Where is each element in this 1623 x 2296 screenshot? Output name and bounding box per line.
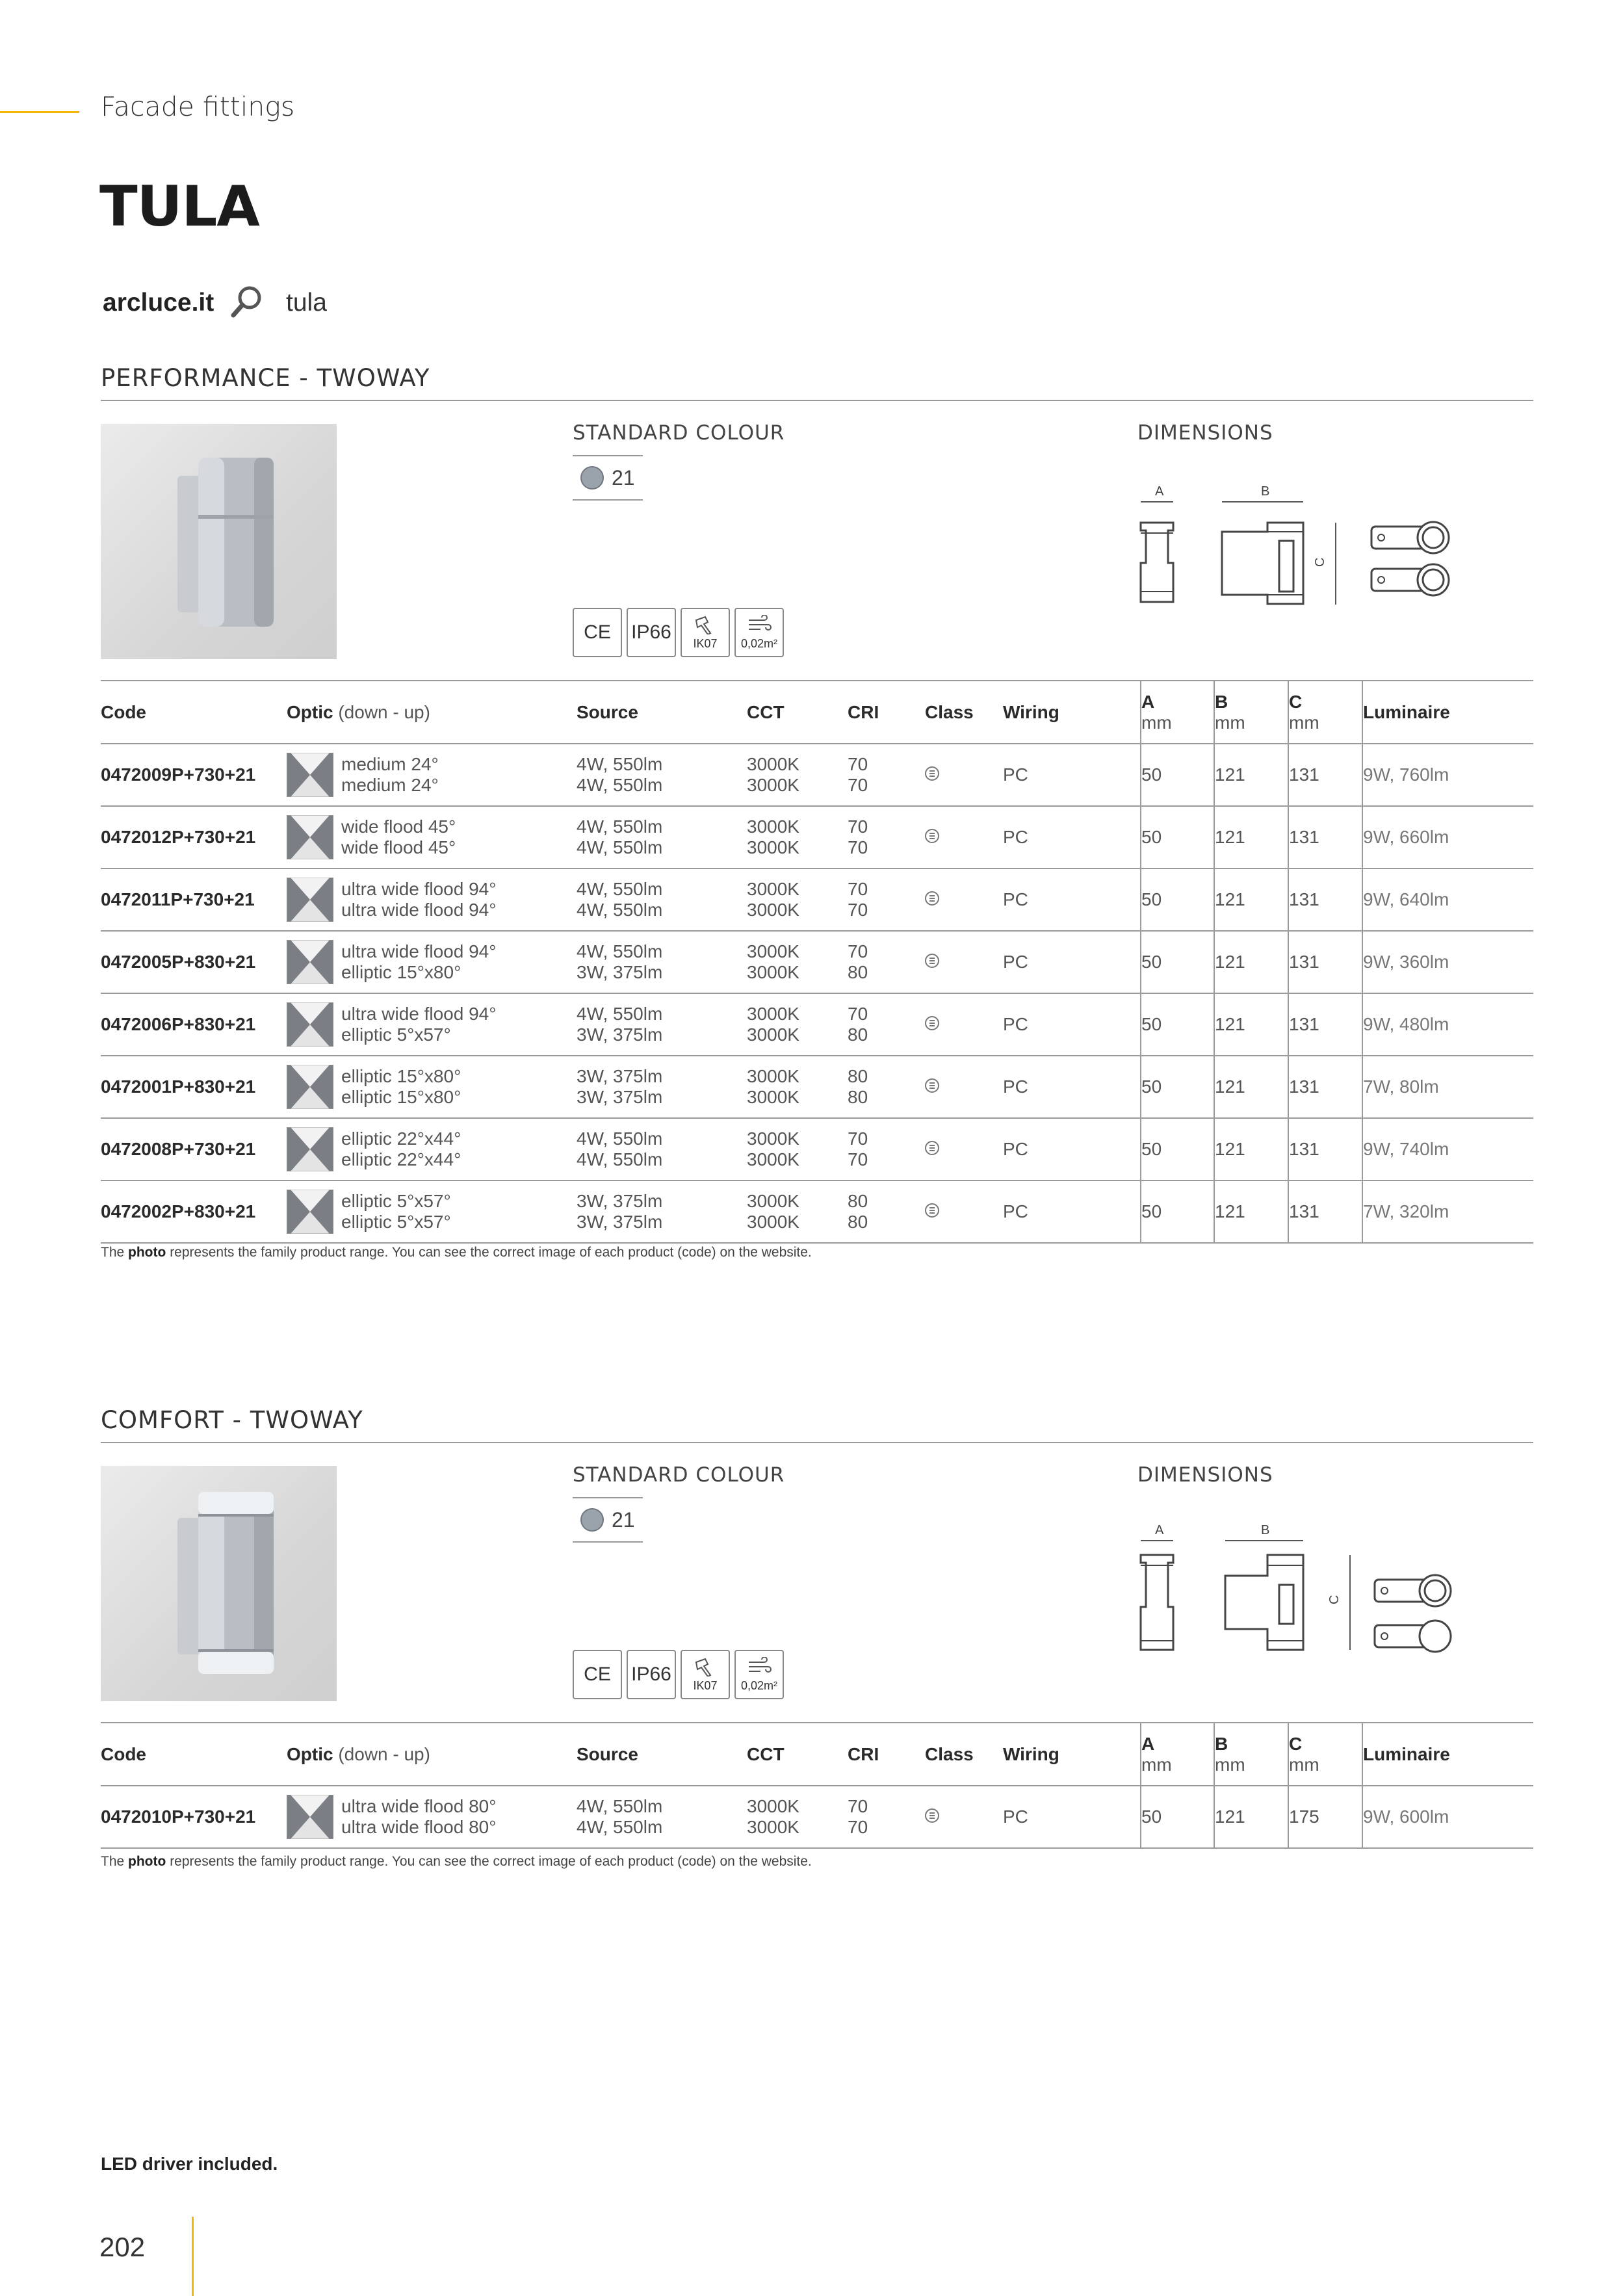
col-b: B mm [1214, 1723, 1288, 1786]
dim-label-b: B [1261, 484, 1270, 499]
table-row [101, 744, 1533, 806]
product-photo-performance [101, 424, 337, 659]
wiring-cell: PC [1003, 1139, 1028, 1159]
table-header-row [101, 1723, 1533, 1786]
luminaire-cell: 9W, 660lm [1362, 806, 1533, 868]
optic-cell: elliptic 15°x80° elliptic 15°x80° [287, 1056, 577, 1118]
class-1-earth-icon [925, 1203, 939, 1218]
page-title: TULA [99, 174, 259, 239]
dim-c-cell: 131 [1288, 806, 1362, 868]
dim-label-c: C [1327, 1595, 1342, 1604]
cri-cell: 70 70 [848, 879, 868, 920]
wind-icon [746, 615, 772, 634]
optic-cell: elliptic 5°x57° elliptic 5°x57° [287, 1181, 577, 1243]
class-cell [925, 1056, 1003, 1118]
luminaire-cell: 9W, 740lm [1362, 1118, 1533, 1181]
dimensions-label: DIMENSIONS [1137, 1463, 1273, 1487]
class-1-earth-icon [925, 954, 939, 968]
col-c: C mm [1288, 681, 1362, 744]
wiring-cell: PC [1003, 1014, 1028, 1034]
section-divider [101, 1442, 1533, 1443]
class-cell [925, 806, 1003, 868]
dim-b-cell: 121 [1214, 1118, 1288, 1181]
wiring-cell: PC [1003, 889, 1028, 909]
optic-cell: ultra wide flood 80° ultra wide flood 80° [287, 1786, 577, 1848]
optic-cell: wide flood 45° wide flood 45° [287, 806, 577, 868]
dimensions-drawing [1131, 481, 1469, 624]
dim-a-cell: 50 [1141, 993, 1214, 1056]
section-divider [101, 400, 1533, 401]
luminaire-cell: 7W, 320lm [1362, 1181, 1533, 1243]
dim-a-cell: 50 [1141, 1118, 1214, 1181]
col-a: A mm [1141, 1723, 1214, 1786]
col-wiring: Wiring [1003, 1743, 1059, 1764]
class-1-earth-icon [925, 766, 939, 781]
colour-dot [580, 1508, 604, 1532]
source-cell: 4W, 550lm 4W, 550lm [577, 1796, 663, 1837]
source-cell: 3W, 375lm 3W, 375lm [577, 1066, 663, 1107]
ip-rating-badge: IP66 [627, 1650, 676, 1699]
ik-rating-badge: IK07 [681, 1650, 730, 1699]
cri-cell: 70 70 [848, 1796, 868, 1837]
source-cell: 4W, 550lm 4W, 550lm [577, 1128, 663, 1169]
dim-a-cell: 50 [1141, 931, 1214, 993]
spec-table-performance [101, 680, 1533, 1244]
dim-a-cell: 50 [1141, 744, 1214, 806]
optic-cell: ultra wide flood 94° elliptic 5°x57° [287, 993, 577, 1056]
dim-a-cell: 50 [1141, 1181, 1214, 1243]
beam-icon [287, 940, 333, 984]
hammer-icon [694, 615, 717, 634]
col-cri: CRI [848, 701, 879, 722]
luminaire-cell: 7W, 80lm [1362, 1056, 1533, 1118]
cri-cell: 70 80 [848, 941, 868, 982]
dimensions-label: DIMENSIONS [1137, 421, 1273, 445]
wiring-cell: PC [1003, 1076, 1028, 1097]
section-title-comfort: COMFORT - TWOWAY [101, 1406, 363, 1434]
col-cct: CCT [747, 701, 785, 722]
beam-icon [287, 878, 333, 922]
colour-dot [580, 466, 604, 489]
dim-b-cell: 121 [1214, 1786, 1288, 1848]
cri-cell: 70 70 [848, 1128, 868, 1169]
header-accent-line [0, 111, 79, 113]
cct-cell: 3000K 3000K [747, 1066, 799, 1107]
class-cell [925, 1118, 1003, 1181]
optic-cell: ultra wide flood 94° elliptic 15°x80° [287, 931, 577, 993]
cri-cell: 70 70 [848, 816, 868, 857]
table-row [101, 931, 1533, 993]
dimensions-drawing [1131, 1520, 1469, 1669]
dim-c-cell: 131 [1288, 1056, 1362, 1118]
optic-cell: ultra wide flood 94° ultra wide flood 94° [287, 868, 577, 931]
class-1-earth-icon [925, 1016, 939, 1030]
col-wiring: Wiring [1003, 701, 1059, 722]
col-class: Class [925, 1743, 974, 1764]
product-code[interactable]: 0472006P+830+21 [101, 1014, 256, 1034]
wiring-cell: PC [1003, 1807, 1028, 1827]
table-row [101, 806, 1533, 868]
search-keyword: tula [286, 289, 327, 317]
luminaire-cell: 9W, 760lm [1362, 744, 1533, 806]
col-optic: Optic (down - up) [287, 1743, 430, 1764]
spec-table-comfort [101, 1722, 1533, 1849]
optic-cell: medium 24° medium 24° [287, 744, 577, 806]
dim-a-cell: 50 [1141, 1786, 1214, 1848]
source-cell: 4W, 550lm 4W, 550lm [577, 816, 663, 857]
cct-cell: 3000K 3000K [747, 1191, 799, 1232]
table-row [101, 1181, 1533, 1243]
col-b: B mm [1214, 681, 1288, 744]
col-luminaire: Luminaire [1362, 1723, 1533, 1786]
page-accent-bar [192, 2217, 194, 2296]
col-code: Code [101, 701, 146, 722]
class-1-earth-icon [925, 1141, 939, 1155]
product-code[interactable]: 0472010P+730+21 [101, 1807, 256, 1827]
col-optic: Optic (down - up) [287, 701, 430, 722]
col-a: A mm [1141, 681, 1214, 744]
dim-label-c: C [1313, 557, 1327, 567]
wind-surface-badge: 0,02m² [734, 608, 784, 657]
luminaire-cell: 9W, 640lm [1362, 868, 1533, 931]
dim-b-cell: 121 [1214, 1056, 1288, 1118]
wind-surface-badge: 0,02m² [734, 1650, 784, 1699]
dim-c-cell: 131 [1288, 1118, 1362, 1181]
optic-cell: elliptic 22°x44° elliptic 22°x44° [287, 1118, 577, 1181]
col-c: C mm [1288, 1723, 1362, 1786]
cct-cell: 3000K 3000K [747, 1004, 799, 1045]
dim-c-cell: 131 [1288, 1181, 1362, 1243]
beam-icon [287, 1002, 333, 1047]
ip-rating-badge: IP66 [627, 608, 676, 657]
col-luminaire: Luminaire [1362, 681, 1533, 744]
dim-b-cell: 121 [1214, 993, 1288, 1056]
product-code[interactable]: 0472011P+730+21 [101, 889, 255, 909]
cct-cell: 3000K 3000K [747, 1128, 799, 1169]
dim-label-a: A [1155, 484, 1164, 499]
beam-icon [287, 815, 333, 859]
led-driver-note: LED driver included. [101, 2154, 278, 2174]
brand-link[interactable]: arcluce.it [103, 289, 214, 317]
source-cell: 4W, 550lm 4W, 550lm [577, 754, 663, 795]
table-header-row [101, 681, 1533, 744]
product-photo-comfort [101, 1466, 337, 1701]
dim-label-a: A [1155, 1523, 1164, 1537]
col-source: Source [577, 1743, 638, 1764]
footnote-comfort: The photo represents the family product range. You can see the correct image of each product (code) on the website. [101, 1854, 812, 1869]
class-cell [925, 1786, 1003, 1848]
dim-b-cell: 121 [1214, 1181, 1288, 1243]
table-row [101, 1786, 1533, 1848]
dim-a-cell: 50 [1141, 1056, 1214, 1118]
cri-cell: 70 70 [848, 754, 868, 795]
class-cell [925, 931, 1003, 993]
class-1-earth-icon [925, 829, 939, 843]
product-code[interactable]: 0472001P+830+21 [101, 1076, 256, 1097]
dim-b-cell: 121 [1214, 931, 1288, 993]
luminaire-cell: 9W, 360lm [1362, 931, 1533, 993]
dim-c-cell: 131 [1288, 744, 1362, 806]
cct-cell: 3000K 3000K [747, 1796, 799, 1837]
cri-cell: 70 80 [848, 1004, 868, 1045]
standard-colour-label: STANDARD COLOUR [573, 1463, 785, 1487]
class-1-earth-icon [925, 1078, 939, 1093]
colour-swatch[interactable] [573, 455, 643, 501]
beam-icon [287, 1795, 333, 1839]
search-icon[interactable] [229, 283, 265, 320]
table-row [101, 868, 1533, 931]
standard-colour-label: STANDARD COLOUR [573, 421, 785, 445]
wiring-cell: PC [1003, 952, 1028, 972]
source-cell: 4W, 550lm 3W, 375lm [577, 1004, 663, 1045]
cct-cell: 3000K 3000K [747, 816, 799, 857]
table-row [101, 993, 1533, 1056]
product-code[interactable]: 0472012P+730+21 [101, 827, 256, 847]
cct-cell: 3000K 3000K [747, 879, 799, 920]
product-code[interactable]: 0472008P+730+21 [101, 1139, 256, 1159]
hammer-icon [694, 1657, 717, 1676]
ce-mark: CE [573, 608, 622, 657]
colour-swatch[interactable] [573, 1497, 643, 1543]
table-row [101, 1056, 1533, 1118]
source-cell: 4W, 550lm 3W, 375lm [577, 941, 663, 982]
dim-c-cell: 131 [1288, 993, 1362, 1056]
beam-icon [287, 1127, 333, 1171]
beam-icon [287, 1190, 333, 1234]
wiring-cell: PC [1003, 1201, 1028, 1221]
dim-a-cell: 50 [1141, 806, 1214, 868]
section-label: Facade fittings [101, 91, 295, 122]
dim-c-cell: 131 [1288, 931, 1362, 993]
source-cell: 4W, 550lm 4W, 550lm [577, 879, 663, 920]
col-cri: CRI [848, 1743, 879, 1764]
class-cell [925, 868, 1003, 931]
col-code: Code [101, 1743, 146, 1764]
cri-cell: 80 80 [848, 1191, 868, 1232]
class-1-earth-icon [925, 1808, 939, 1823]
dim-c-cell: 131 [1288, 868, 1362, 931]
class-1-earth-icon [925, 891, 939, 906]
beam-icon [287, 1065, 333, 1109]
luminaire-cell: 9W, 600lm [1362, 1786, 1533, 1848]
cri-cell: 80 80 [848, 1066, 868, 1107]
colour-code: 21 [612, 465, 635, 489]
section-title-performance: PERFORMANCE - TWOWAY [101, 364, 430, 392]
wiring-cell: PC [1003, 827, 1028, 847]
page-number: 202 [99, 2232, 146, 2262]
col-source: Source [577, 701, 638, 722]
wiring-cell: PC [1003, 764, 1028, 785]
class-cell [925, 744, 1003, 806]
dim-a-cell: 50 [1141, 868, 1214, 931]
dim-b-cell: 121 [1214, 806, 1288, 868]
footnote-performance: The photo represents the family product range. You can see the correct image of each product (code) on the website. [101, 1245, 812, 1260]
table-row [101, 1118, 1533, 1181]
wind-icon [746, 1657, 772, 1676]
col-class: Class [925, 701, 974, 722]
ik-rating-badge: IK07 [681, 608, 730, 657]
product-code[interactable]: 0472005P+830+21 [101, 952, 256, 972]
cct-cell: 3000K 3000K [747, 754, 799, 795]
class-cell [925, 993, 1003, 1056]
source-cell: 3W, 375lm 3W, 375lm [577, 1191, 663, 1232]
dim-b-cell: 121 [1214, 868, 1288, 931]
beam-icon [287, 753, 333, 797]
ce-mark: CE [573, 1650, 622, 1699]
dim-c-cell: 175 [1288, 1786, 1362, 1848]
col-cct: CCT [747, 1743, 785, 1764]
dim-b-cell: 121 [1214, 744, 1288, 806]
colour-code: 21 [612, 1507, 635, 1532]
product-code[interactable]: 0472002P+830+21 [101, 1201, 256, 1221]
product-code[interactable]: 0472009P+730+21 [101, 764, 256, 785]
luminaire-cell: 9W, 480lm [1362, 993, 1533, 1056]
dim-label-b: B [1261, 1523, 1270, 1537]
class-cell [925, 1181, 1003, 1243]
cct-cell: 3000K 3000K [747, 941, 799, 982]
